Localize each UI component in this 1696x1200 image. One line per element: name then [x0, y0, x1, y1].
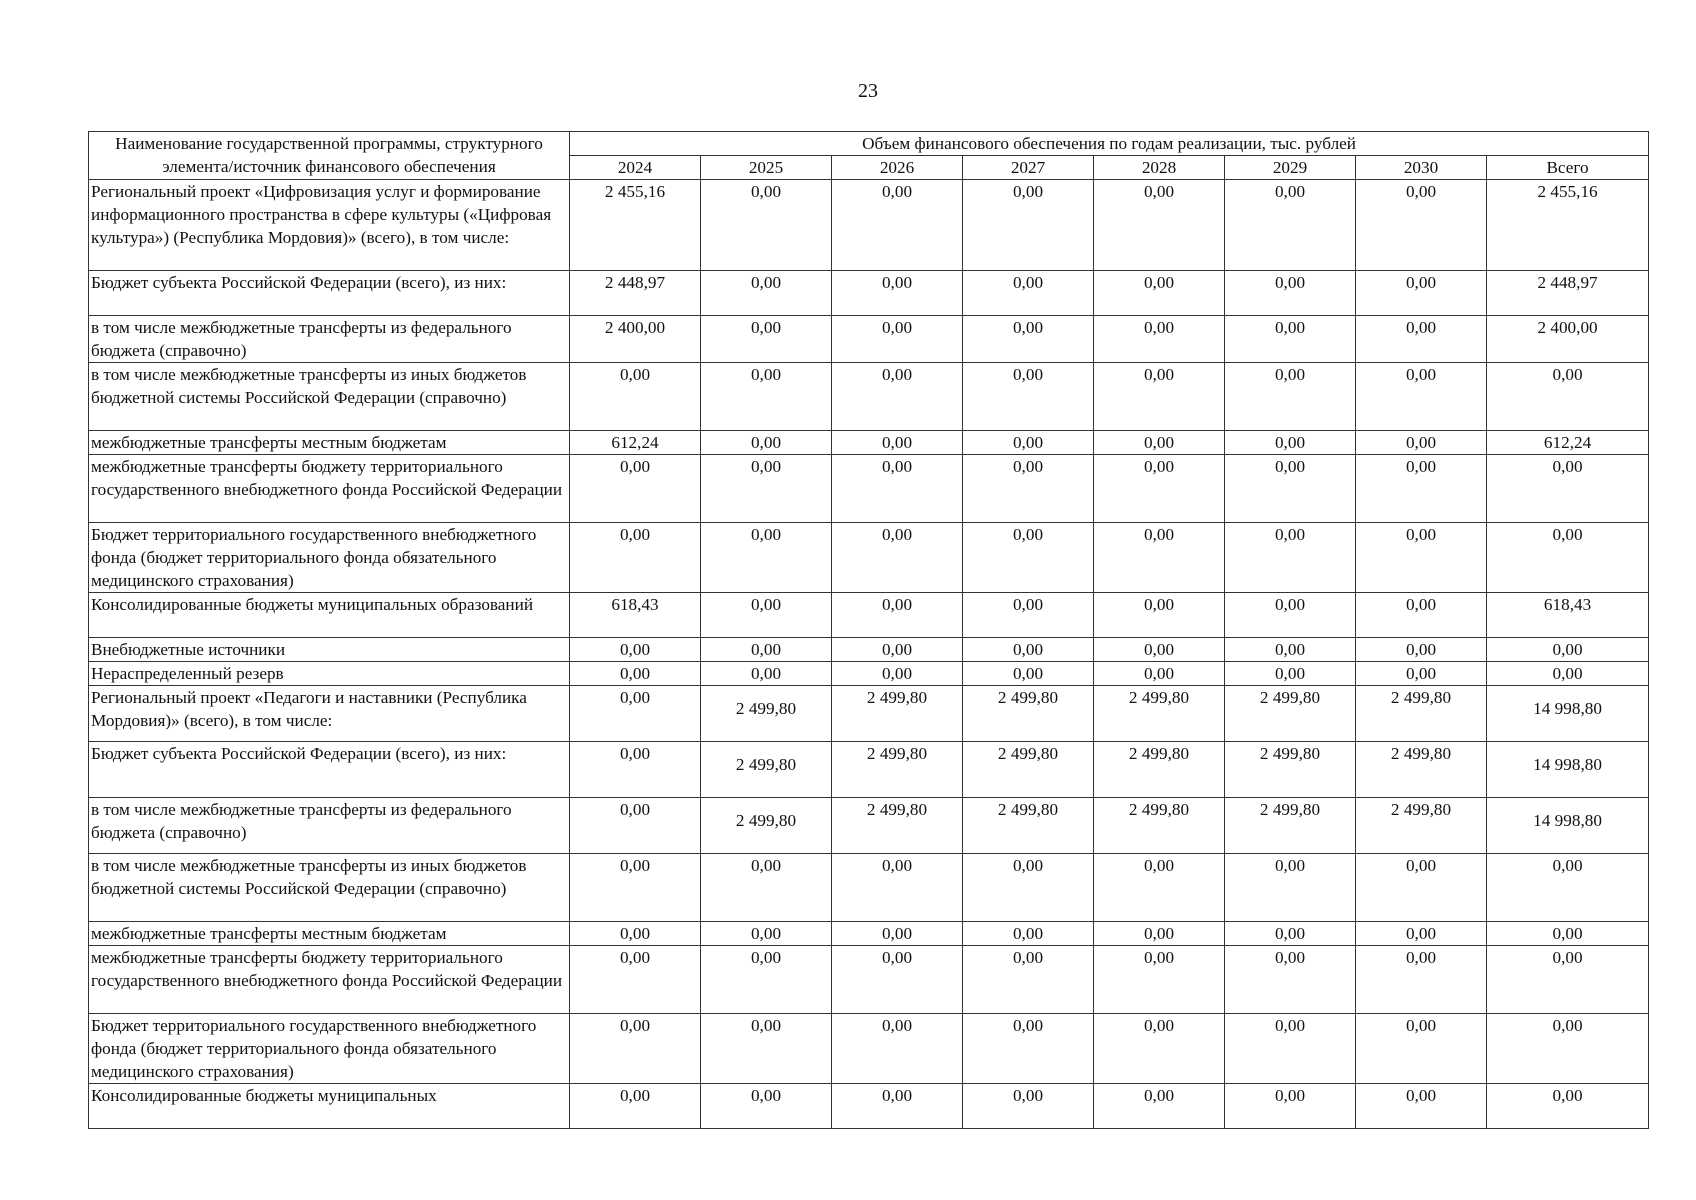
- value-cell: 612,24: [570, 431, 701, 455]
- total-cell: 612,24: [1487, 431, 1649, 455]
- value-cell: 0,00: [963, 523, 1094, 593]
- value-cell: 0,00: [701, 1014, 832, 1084]
- value-cell: 0,00: [1225, 662, 1356, 686]
- value-cell: 2 499,80: [701, 686, 832, 742]
- value-cell: 0,00: [963, 1014, 1094, 1084]
- value-cell: 0,00: [832, 431, 963, 455]
- value-cell: 0,00: [963, 854, 1094, 922]
- table-row: [89, 455, 1649, 523]
- value-cell: 0,00: [1356, 455, 1487, 523]
- value-cell: 0,00: [963, 638, 1094, 662]
- value-cell: 0,00: [1094, 363, 1225, 431]
- value-cell: 0,00: [701, 662, 832, 686]
- value-cell: 0,00: [963, 662, 1094, 686]
- name-column-header: Наименование государственной программы, структурного элемента/источник финансового обеспечения: [89, 132, 570, 180]
- value-cell: 2 499,80: [701, 798, 832, 854]
- value-cell: 0,00: [832, 662, 963, 686]
- table-row: [89, 523, 1649, 593]
- value-cell: 0,00: [1225, 316, 1356, 363]
- value-cell: 0,00: [832, 854, 963, 922]
- value-cell: 0,00: [1225, 271, 1356, 316]
- table-row: [89, 363, 1649, 431]
- table-row: [89, 180, 1649, 271]
- total-cell: 2 448,97: [1487, 271, 1649, 316]
- year-header: 2026: [832, 156, 963, 180]
- value-cell: 2 499,80: [1356, 798, 1487, 854]
- table-row: [89, 686, 1649, 742]
- table-row: [89, 798, 1649, 854]
- value-cell: 0,00: [1094, 662, 1225, 686]
- value-cell: 2 448,97: [570, 271, 701, 316]
- total-cell: 618,43: [1487, 593, 1649, 638]
- value-cell: 0,00: [1356, 1014, 1487, 1084]
- value-cell: 0,00: [832, 180, 963, 271]
- table-row: [89, 638, 1649, 662]
- value-cell: 0,00: [701, 638, 832, 662]
- table-row: [89, 1084, 1649, 1129]
- value-cell: 0,00: [1094, 593, 1225, 638]
- value-cell: 0,00: [570, 662, 701, 686]
- total-cell: 0,00: [1487, 1084, 1649, 1129]
- value-cell: 0,00: [963, 271, 1094, 316]
- value-cell: 0,00: [1356, 180, 1487, 271]
- total-cell: 0,00: [1487, 363, 1649, 431]
- value-cell: 0,00: [570, 1014, 701, 1084]
- value-cell: 0,00: [1356, 922, 1487, 946]
- row-name: в том числе межбюджетные трансферты из федерального бюджета (справочно): [89, 316, 570, 363]
- value-cell: 0,00: [1094, 1014, 1225, 1084]
- value-cell: 0,00: [701, 523, 832, 593]
- value-cell: 2 499,80: [1094, 686, 1225, 742]
- total-cell: 14 998,80: [1487, 742, 1649, 798]
- value-cell: 0,00: [1356, 271, 1487, 316]
- table-row: [89, 854, 1649, 922]
- value-cell: 0,00: [1094, 946, 1225, 1014]
- value-cell: 0,00: [1094, 431, 1225, 455]
- value-cell: 0,00: [701, 922, 832, 946]
- value-cell: 0,00: [1094, 922, 1225, 946]
- value-cell: 0,00: [701, 271, 832, 316]
- value-cell: 0,00: [1094, 523, 1225, 593]
- total-cell: 0,00: [1487, 455, 1649, 523]
- year-header: 2024: [570, 156, 701, 180]
- value-cell: 0,00: [570, 638, 701, 662]
- value-cell: 0,00: [570, 1084, 701, 1129]
- value-cell: 0,00: [963, 593, 1094, 638]
- value-cell: 0,00: [1094, 638, 1225, 662]
- table-row: [89, 1014, 1649, 1084]
- row-name: Внебюджетные источники: [89, 638, 570, 662]
- value-cell: 0,00: [570, 854, 701, 922]
- table-row: [89, 316, 1649, 363]
- table-row: [89, 662, 1649, 686]
- table-body: [89, 180, 1649, 1129]
- value-cell: 0,00: [832, 638, 963, 662]
- row-name: Бюджет субъекта Российской Федерации (всего), из них:: [89, 742, 570, 798]
- value-cell: 0,00: [701, 455, 832, 523]
- table-row: [89, 431, 1649, 455]
- value-cell: 0,00: [832, 271, 963, 316]
- value-cell: 0,00: [963, 431, 1094, 455]
- value-cell: 0,00: [701, 1084, 832, 1129]
- year-header: 2028: [1094, 156, 1225, 180]
- volume-header: Объем финансового обеспечения по годам реализации, тыс. рублей: [570, 132, 1649, 156]
- value-cell: 2 499,80: [963, 686, 1094, 742]
- table-row: [89, 271, 1649, 316]
- value-cell: 0,00: [963, 1084, 1094, 1129]
- row-name: Нераспределенный резерв: [89, 662, 570, 686]
- value-cell: 0,00: [701, 431, 832, 455]
- total-cell: 14 998,80: [1487, 686, 1649, 742]
- row-name: Консолидированные бюджеты муниципальных: [89, 1084, 570, 1129]
- value-cell: 0,00: [1356, 593, 1487, 638]
- value-cell: 0,00: [1356, 638, 1487, 662]
- total-cell: 14 998,80: [1487, 798, 1649, 854]
- value-cell: 0,00: [1225, 946, 1356, 1014]
- value-cell: 0,00: [1094, 316, 1225, 363]
- value-cell: 2 499,80: [1356, 686, 1487, 742]
- row-name: Региональный проект «Цифровизация услуг и формирование информационного пространства в сфере культуры («Цифровая культура») (Республика Мордовия)» (всего), в том числе:: [89, 180, 570, 271]
- value-cell: 0,00: [832, 593, 963, 638]
- row-name: в том числе межбюджетные трансферты из иных бюджетов бюджетной системы Российской Федерации (справочно): [89, 363, 570, 431]
- row-name: межбюджетные трансферты местным бюджетам: [89, 431, 570, 455]
- value-cell: 0,00: [570, 363, 701, 431]
- value-cell: 2 400,00: [570, 316, 701, 363]
- value-cell: 2 499,80: [963, 798, 1094, 854]
- total-cell: 0,00: [1487, 662, 1649, 686]
- value-cell: 0,00: [570, 946, 701, 1014]
- value-cell: 0,00: [963, 180, 1094, 271]
- total-cell: 0,00: [1487, 638, 1649, 662]
- table-row: [89, 922, 1649, 946]
- value-cell: 0,00: [1225, 1014, 1356, 1084]
- total-cell: 0,00: [1487, 922, 1649, 946]
- value-cell: 2 499,80: [832, 798, 963, 854]
- value-cell: 0,00: [1094, 455, 1225, 523]
- value-cell: 2 499,80: [1225, 742, 1356, 798]
- value-cell: 2 499,80: [832, 742, 963, 798]
- value-cell: 0,00: [701, 316, 832, 363]
- value-cell: 0,00: [832, 922, 963, 946]
- value-cell: 0,00: [1356, 946, 1487, 1014]
- value-cell: 0,00: [832, 523, 963, 593]
- value-cell: 0,00: [1225, 455, 1356, 523]
- value-cell: 0,00: [1356, 662, 1487, 686]
- value-cell: 2 499,80: [1225, 686, 1356, 742]
- row-name: Бюджет территориального государственного внебюджетного фонда (бюджет территориального фонда обязательного медицинского страхования): [89, 1014, 570, 1084]
- row-name: Бюджет территориального государственного внебюджетного фонда (бюджет территориального фонда обязательного медицинского страхования): [89, 523, 570, 593]
- value-cell: 0,00: [832, 363, 963, 431]
- year-header: 2030: [1356, 156, 1487, 180]
- value-cell: 0,00: [1225, 1084, 1356, 1129]
- value-cell: 2 499,80: [701, 742, 832, 798]
- value-cell: 0,00: [1225, 854, 1356, 922]
- value-cell: 0,00: [701, 593, 832, 638]
- value-cell: 0,00: [963, 455, 1094, 523]
- value-cell: 2 499,80: [963, 742, 1094, 798]
- value-cell: 0,00: [701, 363, 832, 431]
- value-cell: 0,00: [1356, 316, 1487, 363]
- header-row-1: [89, 132, 1649, 156]
- total-cell: 2 455,16: [1487, 180, 1649, 271]
- row-name: в том числе межбюджетные трансферты из иных бюджетов бюджетной системы Российской Федерации (справочно): [89, 854, 570, 922]
- value-cell: 2 499,80: [1356, 742, 1487, 798]
- value-cell: 0,00: [963, 946, 1094, 1014]
- value-cell: 0,00: [963, 316, 1094, 363]
- value-cell: 0,00: [1356, 854, 1487, 922]
- row-name: межбюджетные трансферты местным бюджетам: [89, 922, 570, 946]
- value-cell: 0,00: [570, 523, 701, 593]
- year-header: 2027: [963, 156, 1094, 180]
- value-cell: 0,00: [1094, 271, 1225, 316]
- row-name: Бюджет субъекта Российской Федерации (всего), из них:: [89, 271, 570, 316]
- value-cell: 0,00: [963, 363, 1094, 431]
- value-cell: 0,00: [832, 316, 963, 363]
- financing-table: [88, 131, 1649, 1129]
- total-header: Всего: [1487, 156, 1649, 180]
- value-cell: 0,00: [1356, 523, 1487, 593]
- value-cell: 0,00: [570, 686, 701, 742]
- value-cell: 0,00: [1094, 1084, 1225, 1129]
- table-row: [89, 946, 1649, 1014]
- total-cell: 0,00: [1487, 523, 1649, 593]
- value-cell: 0,00: [1225, 431, 1356, 455]
- value-cell: 0,00: [701, 854, 832, 922]
- total-cell: 0,00: [1487, 854, 1649, 922]
- value-cell: 0,00: [701, 180, 832, 271]
- value-cell: 0,00: [832, 455, 963, 523]
- value-cell: 0,00: [1225, 363, 1356, 431]
- value-cell: 2 455,16: [570, 180, 701, 271]
- value-cell: 0,00: [570, 922, 701, 946]
- value-cell: 0,00: [1356, 1084, 1487, 1129]
- value-cell: 2 499,80: [1094, 798, 1225, 854]
- total-cell: 0,00: [1487, 1014, 1649, 1084]
- value-cell: 0,00: [1094, 180, 1225, 271]
- value-cell: 0,00: [832, 946, 963, 1014]
- year-header: 2025: [701, 156, 832, 180]
- row-name: Региональный проект «Педагоги и наставники (Республика Мордовия)» (всего), в том числе:: [89, 686, 570, 742]
- value-cell: 2 499,80: [832, 686, 963, 742]
- value-cell: 0,00: [1225, 180, 1356, 271]
- value-cell: 0,00: [701, 946, 832, 1014]
- value-cell: 0,00: [570, 742, 701, 798]
- value-cell: 2 499,80: [1225, 798, 1356, 854]
- total-cell: 0,00: [1487, 946, 1649, 1014]
- value-cell: 0,00: [1356, 363, 1487, 431]
- value-cell: 618,43: [570, 593, 701, 638]
- value-cell: 0,00: [570, 455, 701, 523]
- value-cell: 0,00: [1225, 922, 1356, 946]
- table-row: [89, 593, 1649, 638]
- value-cell: 0,00: [570, 798, 701, 854]
- value-cell: 0,00: [1225, 523, 1356, 593]
- row-name: межбюджетные трансферты бюджету территориального государственного внебюджетного фонда Российской Федерации: [89, 455, 570, 523]
- year-header: 2029: [1225, 156, 1356, 180]
- value-cell: 0,00: [1225, 638, 1356, 662]
- row-name: межбюджетные трансферты бюджету территориального государственного внебюджетного фонда Российской Федерации: [89, 946, 570, 1014]
- row-name: в том числе межбюджетные трансферты из федерального бюджета (справочно): [89, 798, 570, 854]
- value-cell: 0,00: [1094, 854, 1225, 922]
- row-name: Консолидированные бюджеты муниципальных образований: [89, 593, 570, 638]
- value-cell: 0,00: [832, 1084, 963, 1129]
- page-number: 23: [858, 80, 878, 102]
- value-cell: 0,00: [832, 1014, 963, 1084]
- value-cell: 2 499,80: [1094, 742, 1225, 798]
- value-cell: 0,00: [1225, 593, 1356, 638]
- table-row: [89, 742, 1649, 798]
- value-cell: 0,00: [963, 922, 1094, 946]
- value-cell: 0,00: [1356, 431, 1487, 455]
- total-cell: 2 400,00: [1487, 316, 1649, 363]
